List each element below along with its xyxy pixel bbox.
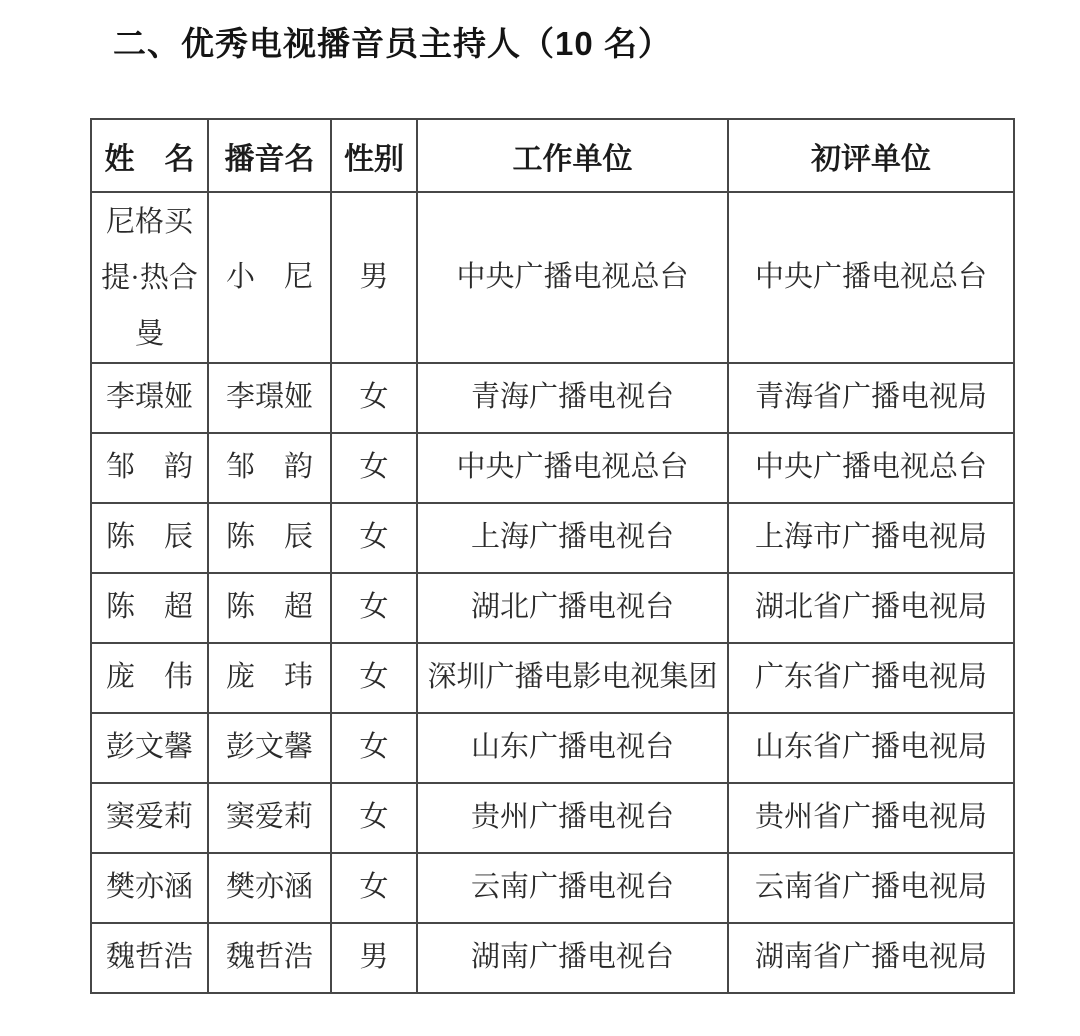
cell-gender: 女 [331,573,417,643]
cell-work-unit: 深圳广播电影电视集团 [417,643,728,713]
cell-gender: 女 [331,853,417,923]
cell-name: 陈 超 [91,573,208,643]
col-header-name: 姓 名 [91,119,208,192]
cell-work-unit: 上海广播电视台 [417,503,728,573]
cell-work-unit: 贵州广播电视台 [417,783,728,853]
cell-name: 魏哲浩 [91,923,208,993]
table-row [91,713,1014,783]
cell-initial-review-unit: 中央广播电视总台 [728,433,1014,503]
cell-work-unit: 青海广播电视台 [417,363,728,433]
cell-name: 尼格买提·热合曼 [91,192,208,363]
table-row [91,643,1014,713]
awardees-table [90,118,1015,994]
cell-gender: 女 [331,433,417,503]
col-header-gender: 性别 [331,119,417,192]
table-row [91,923,1014,993]
cell-initial-review-unit: 湖北省广播电视局 [728,573,1014,643]
cell-broadcast-name: 小 尼 [208,192,331,363]
cell-name: 邹 韵 [91,433,208,503]
table-row [91,503,1014,573]
table-row [91,192,1014,363]
table-row [91,573,1014,643]
cell-initial-review-unit: 上海市广播电视局 [728,503,1014,573]
cell-initial-review-unit: 山东省广播电视局 [728,713,1014,783]
cell-name: 樊亦涵 [91,853,208,923]
cell-broadcast-name: 魏哲浩 [208,923,331,993]
cell-name: 窦爱莉 [91,783,208,853]
cell-broadcast-name: 陈 辰 [208,503,331,573]
cell-initial-review-unit: 青海省广播电视局 [728,363,1014,433]
cell-gender: 男 [331,923,417,993]
cell-gender: 女 [331,363,417,433]
cell-work-unit: 山东广播电视台 [417,713,728,783]
cell-name: 庞 伟 [91,643,208,713]
cell-broadcast-name: 邹 韵 [208,433,331,503]
table-row [91,783,1014,853]
cell-initial-review-unit: 广东省广播电视局 [728,643,1014,713]
table-row [91,853,1014,923]
cell-work-unit: 中央广播电视总台 [417,192,728,363]
cell-work-unit: 湖北广播电视台 [417,573,728,643]
cell-work-unit: 中央广播电视总台 [417,433,728,503]
table-row [91,363,1014,433]
cell-broadcast-name: 庞 玮 [208,643,331,713]
cell-work-unit: 湖南广播电视台 [417,923,728,993]
col-header-broadcast-name: 播音名 [208,119,331,192]
cell-broadcast-name: 彭文馨 [208,713,331,783]
cell-name: 李璟娅 [91,363,208,433]
cell-gender: 男 [331,192,417,363]
cell-work-unit: 云南广播电视台 [417,853,728,923]
cell-broadcast-name: 窦爱莉 [208,783,331,853]
col-header-work-unit: 工作单位 [417,119,728,192]
cell-name: 陈 辰 [91,503,208,573]
cell-broadcast-name: 樊亦涵 [208,853,331,923]
cell-initial-review-unit: 贵州省广播电视局 [728,783,1014,853]
table-header-row [91,119,1014,192]
cell-broadcast-name: 陈 超 [208,573,331,643]
cell-broadcast-name: 李璟娅 [208,363,331,433]
cell-name: 彭文馨 [91,713,208,783]
col-header-initial-review-unit: 初评单位 [728,119,1014,192]
table-row [91,433,1014,503]
cell-gender: 女 [331,643,417,713]
cell-initial-review-unit: 中央广播电视总台 [728,192,1014,363]
cell-gender: 女 [331,783,417,853]
cell-gender: 女 [331,713,417,783]
cell-initial-review-unit: 湖南省广播电视局 [728,923,1014,993]
cell-gender: 女 [331,503,417,573]
cell-initial-review-unit: 云南省广播电视局 [728,853,1014,923]
section-title: 二、优秀电视播音员主持人（10 名） [113,25,672,62]
